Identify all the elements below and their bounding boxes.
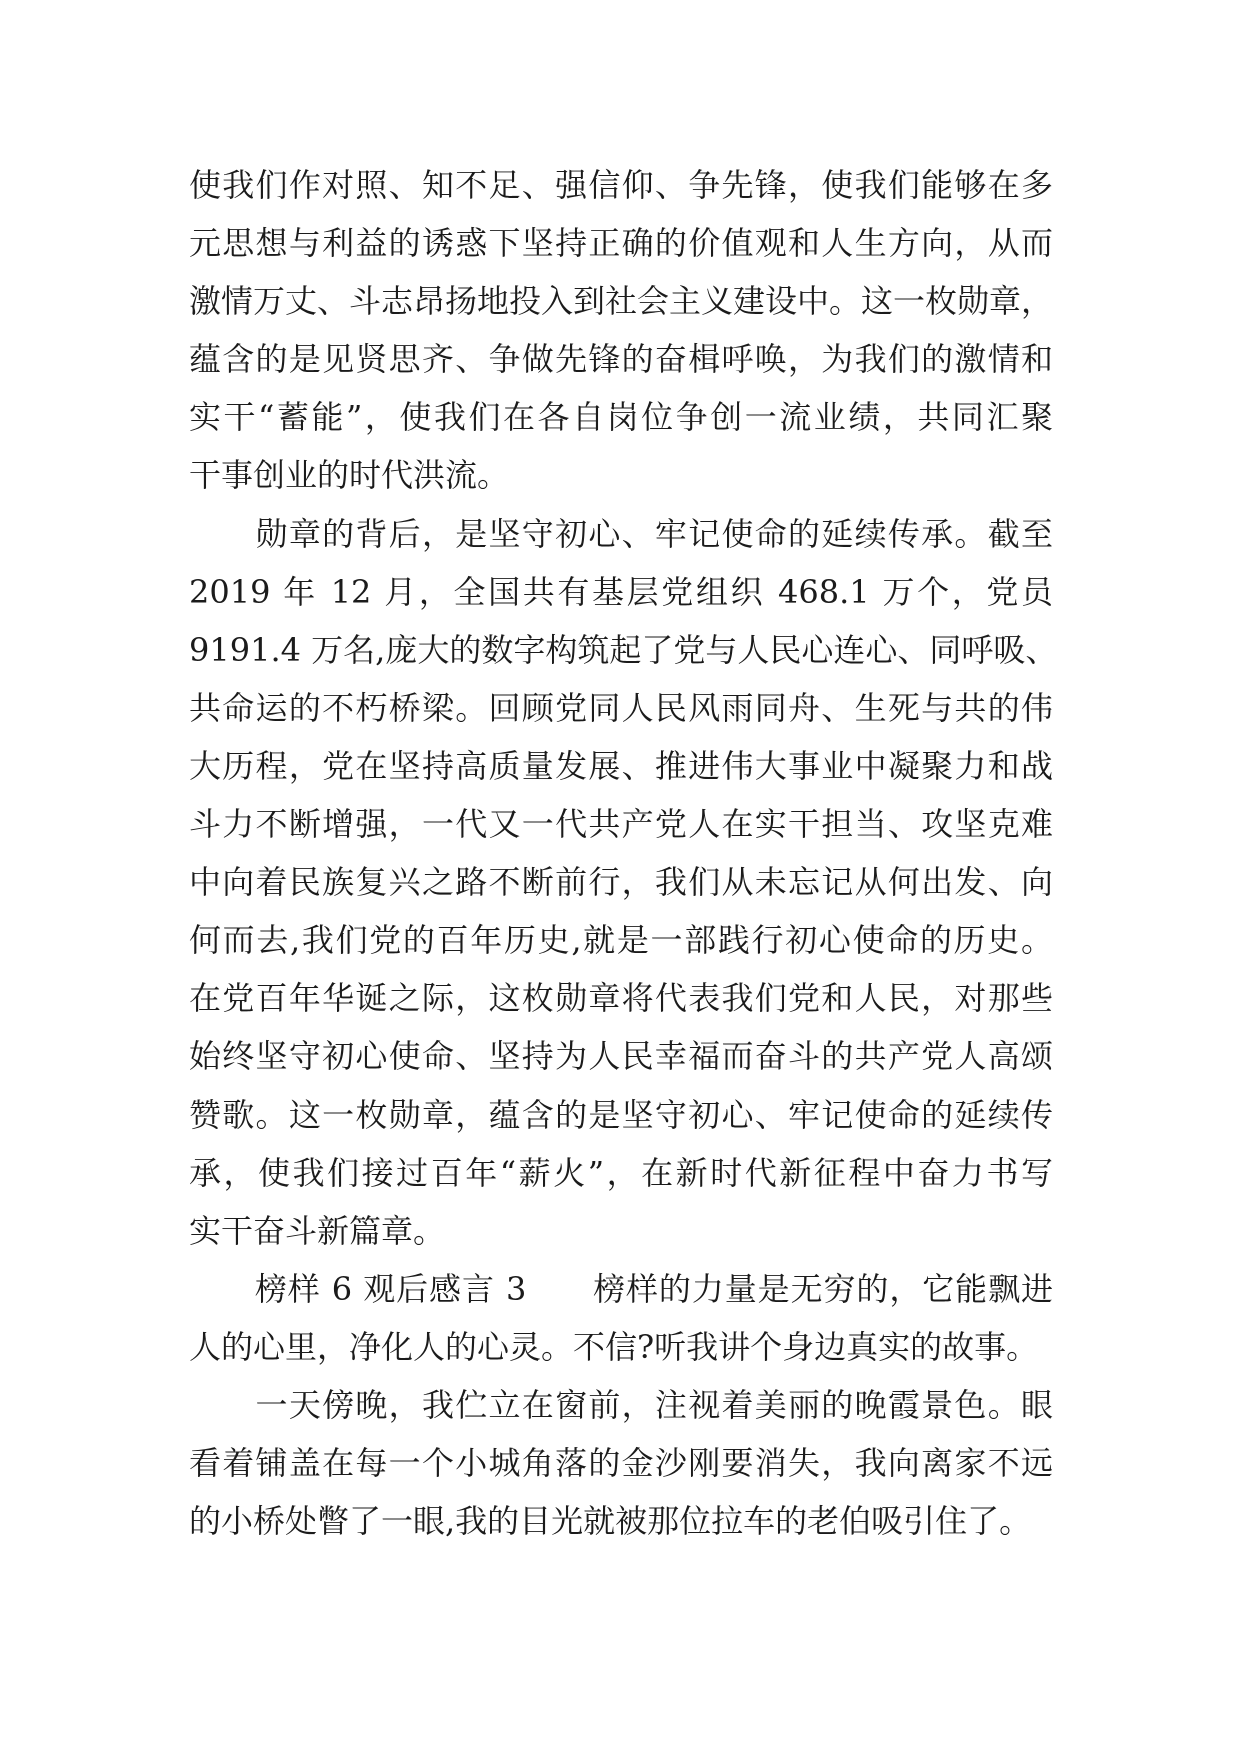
text-line: 2019 年 12 月，全国共有基层党组织 468.1 万个，党员 (189, 572, 1053, 611)
text-line: 共命运的不朽桥梁。回顾党同人民风雨同舟、生死与共的伟 (189, 688, 1053, 727)
text-line: 榜样 6 观后感言 3 榜样的力量是无穷的，它能飘进 (189, 1269, 1053, 1308)
text-line: 看着铺盖在每一个小城角落的金沙刚要消失，我向离家不远 (189, 1444, 1053, 1483)
text-block (189, 156, 1058, 1550)
text-line: 赞歌。这一枚勋章，蕴含的是坚守初心、牢记使命的延续传 (189, 1095, 1053, 1134)
text-line: 承，使我们接过百年“薪火”，在新时代新征程中奋力书写 (189, 1153, 1053, 1192)
text-line: 实干“蓄能”，使我们在各自岗位争创一流业绩，共同汇聚 (189, 398, 1053, 437)
text-line: 何而去,我们党的百年历史,就是一部践行初心使命的历史。 (189, 921, 1053, 960)
text-line: 斗力不断增强，一代又一代共产党人在实干担当、攻坚克难 (189, 805, 1053, 844)
text-line: 的小桥处瞥了一眼,我的目光就被那位拉车的老伯吸引住了。 (189, 1502, 1032, 1541)
text-line: 干事创业的时代洪流。 (189, 456, 510, 495)
text-line: 激情万丈、斗志昂扬地投入到社会主义建设中。这一枚勋章， (189, 282, 1054, 321)
text-line: 使我们作对照、知不足、强信仰、争先锋，使我们能够在多 (189, 166, 1053, 204)
text-line: 实干奋斗新篇章。 (189, 1211, 446, 1250)
text-line: 元思想与利益的诱惑下坚持正确的价值观和人生方向，从而 (189, 224, 1053, 263)
text-line: 大历程，党在坚持高质量发展、推进伟大事业中凝聚力和战 (189, 746, 1053, 785)
text-line: 人的心里，净化人的心灵。不信?听我讲个身边真实的故事。 (189, 1327, 1039, 1366)
text-line: 勋章的背后，是坚守初心、牢记使命的延续传承。截至 (189, 514, 1053, 553)
text-line: 在党百年华诞之际，这枚勋章将代表我们党和人民，对那些 (189, 979, 1053, 1018)
text-line: 一天傍晚，我伫立在窗前，注视着美丽的晚霞景色。眼 (189, 1385, 1053, 1424)
text-line: 9191.4 万名,庞大的数字构筑起了党与人民心连心、同呼吸、 (189, 630, 1058, 669)
text-line: 蕴含的是见贤思齐、争做先锋的奋楫呼唤，为我们的激情和 (189, 340, 1053, 379)
text-line: 中向着民族复兴之路不断前行，我们从未忘记从何出发、向 (189, 863, 1053, 902)
text-line: 始终坚守初心使命、坚持为人民幸福而奋斗的共产党人高颂 (189, 1037, 1053, 1076)
